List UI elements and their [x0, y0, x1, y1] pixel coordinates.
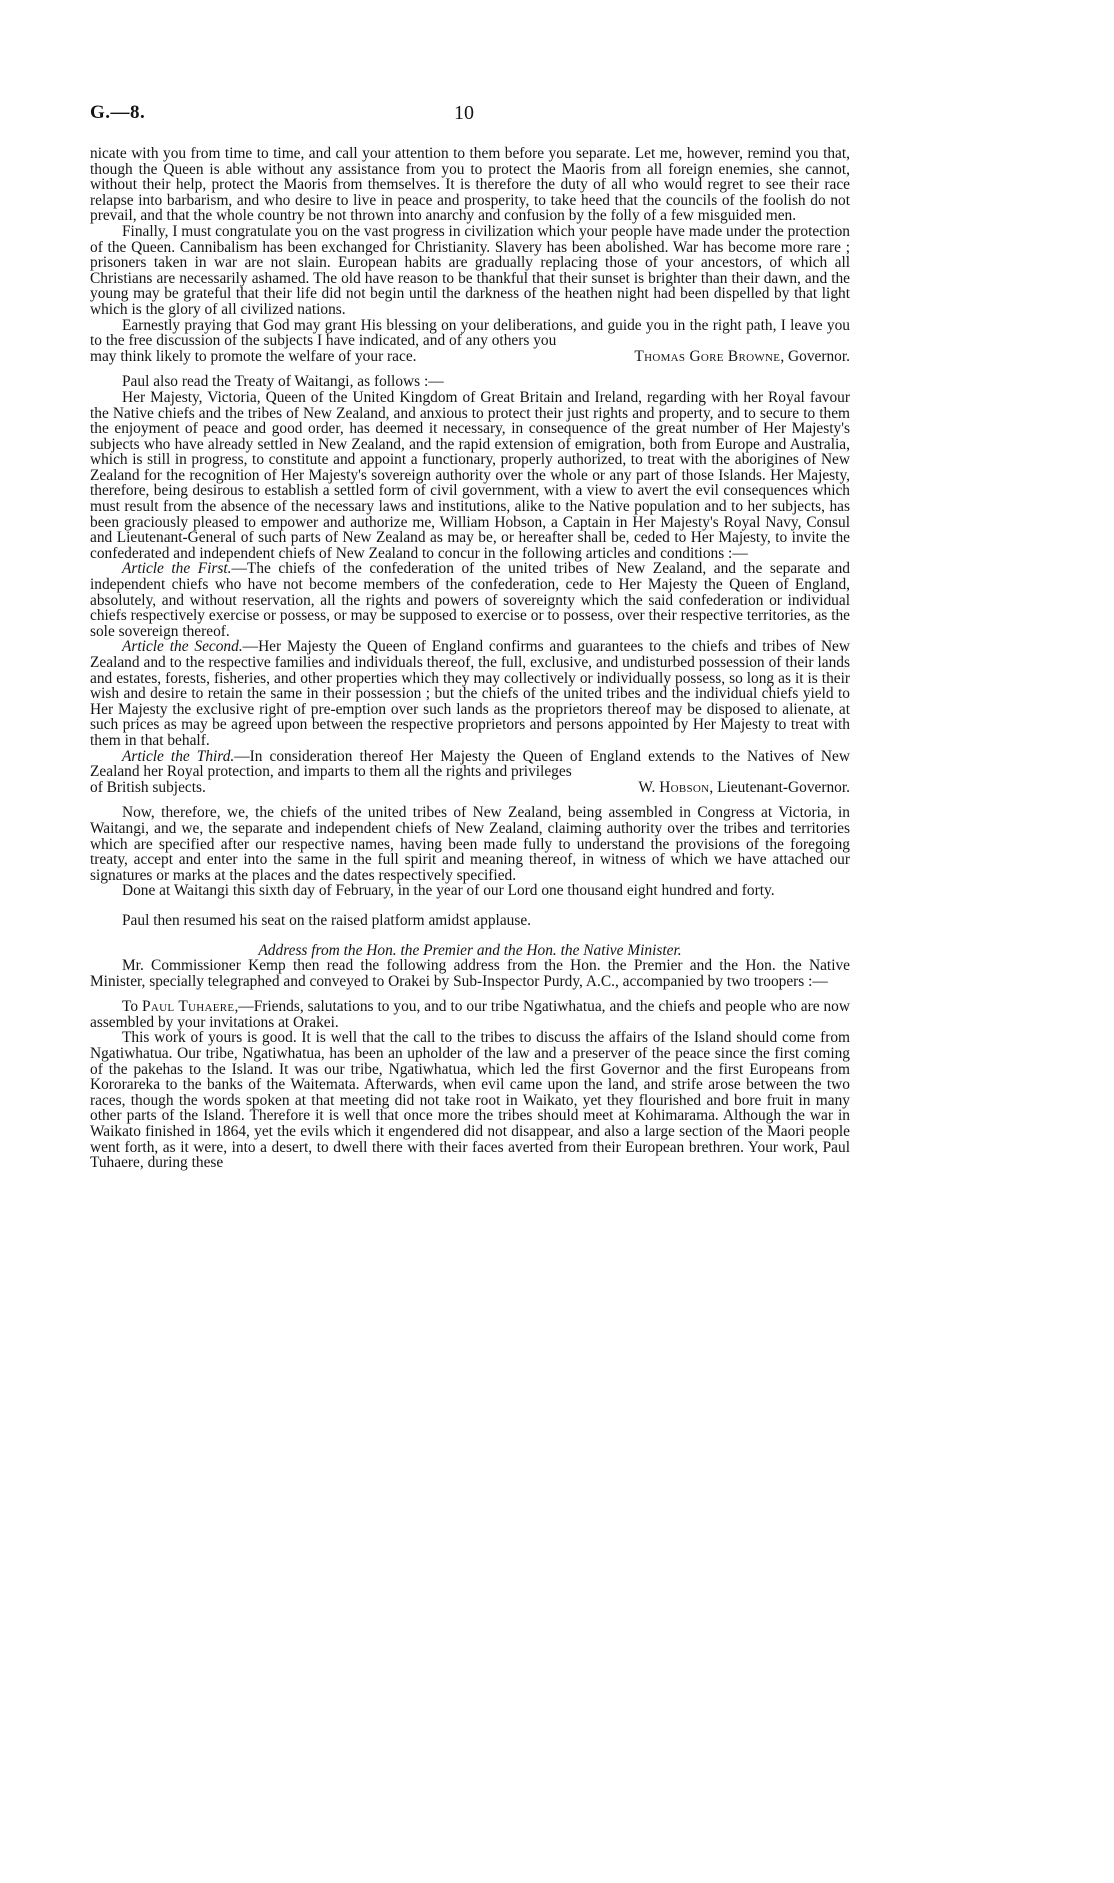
- article-title: Article the First.: [122, 560, 232, 578]
- paragraph: Paul then resumed his seat on the raised platform amidst applause.: [122, 911, 532, 929]
- page-number: 10: [454, 102, 474, 124]
- signature-name: Thomas Gore Browne: [634, 347, 781, 365]
- salutation-text: ,—Friends, salutations to you, and to our tribe Ngatiwhatua, and the chiefs and people who are now assembled by your invitations at Orakei.: [90, 998, 850, 1031]
- signature-line: [90, 349, 850, 365]
- addressee-name: Paul Tuhaere: [141, 998, 235, 1016]
- section-heading: Address from the Hon. the Premier and the Hon. the Native Minister.: [258, 941, 682, 959]
- signature: [610, 349, 850, 365]
- treaty-article-2: [90, 639, 850, 748]
- paragraph: Her Majesty, Victoria, Queen of the United Kingdom of Great Britain and Ireland, regarding with her Royal favour the Native chiefs and the tribes of New Zealand, and anxious to protect their just rights and property, and to secure to them the enjoyment of peace and good order, has deemed it necessary, in consequence of the great number of Her Majesty's subjects who have already settled in New Zealand, and the rapid extension of emigration, both from Europe and Australia, which is still in progress, to constitute and appoint a functionary, properly authorized, to treat with the aborigines of New Zealand for the recognition of Her Majesty's sovereign authority over the whole or any part of those Islands. Her Majesty, therefore, being desirous to establish a settled form of civil government, with a view to avert the evil consequences which must result from the absence of the necessary laws and institutions, alike to the Native population and to her subjects, has been graciously pleased to empower and authorize me, William Hobson, a Captain in Her Majesty's Royal Navy, Consul and Lieutenant-General of such parts of New Zealand as may be, or hereafter shall be, ceded to Her Majesty, to invite the confederated and independent chiefs of New Zealand to concur in the following articles and conditions :—: [90, 388, 850, 562]
- signature-line: [90, 780, 850, 796]
- treaty-article-3: [90, 749, 850, 780]
- paragraph: nicate with you from time to time, and call your attention to them before you separate. Let me, however, remind you that, though the Queen is able without any assistance from you to protect the Maoris from all foreign enemies, she cannot, without their help, protect the Maoris from themselves. It is therefore the duty of all who would regret to see their race relapse into barbarism, and who desire to live in peace and prosperity, to take heed that the councils of the foolish do not prevail, and that the whole country be not thrown into anarchy and confusion by the folly of a few misguided men.: [90, 145, 850, 225]
- paragraph: Finally, I must congratulate you on the vast progress in civilization which your people have made under the protection of the Queen. Cannibalism has been exchanged for Christianity. Slavery has been abolished. War has become more rare ; prisoners taken in war are not slain. European habits are gradually replacing those of your ancestors, of which all Christians are necessarily ashamed. The old have reason to be thankful that their sunset is brighter than their dawn, and the young may be grateful that their life did not begin until the darkness of the heathen night had been dispelled by that light which is the glory of all civilized nations.: [90, 222, 850, 318]
- paragraph-last-line: of British subjects.: [90, 778, 206, 796]
- document-body: [90, 146, 850, 1171]
- paragraph-last-line: may think likely to promote the welfare of your race.: [90, 347, 417, 365]
- signature-title: , Lieutenant-Governor.: [709, 778, 850, 796]
- paragraph: Earnestly praying that God may grant His blessing on your deliberations, and guide you in the right path, I leave you to the free discussion of the subjects I have indicated, and of any others you: [90, 316, 850, 350]
- paragraph: Now, therefore, we, the chiefs of the united tribes of New Zealand, being assembled in Congress at Victoria, in Waitangi, and we, the separate and independent chiefs of New Zealand, claiming authority over the tribes and territories which are specified after our respective names, having been made fully to understand the provisions of the foregoing treaty, accept and enter into the same in the full spirit and meaning thereof, in witness of which we have attached our signatures or marks at the places and the dates respectively specified.: [90, 804, 850, 884]
- signature-initial: W.: [638, 778, 660, 796]
- article-text: —Her Majesty the Queen of England confirms and guarantees to the chiefs and tribes of New Zealand and to the respective families and individuals thereof, the full, exclusive, and undisturbed possession of their lands and estates, forests, fisheries, and other properties which they may collectively or individually possess, so long as it is their wish and desire to retain the same in their possession ; but the chiefs of the united tribes and the individual chiefs yield to Her Majesty the exclusive right of pre-emption over such lands as the proprietors thereof may be disposed to alienate, at such prices as may be agreed upon between the respective proprietors and persons appointed by Her Majesty to treat with them in that behalf.: [90, 638, 851, 749]
- paragraph: [90, 999, 850, 1030]
- paragraph: This work of yours is good. It is well that the call to the tribes to discuss the affairs of the Island should come from Ngatiwhatua. Our tribe, Ngatiwhatua, has been an upholder of the law and a preserver of the peace since the first coming of the pakehas to the Island. It was our tribe, Ngatiwhatua, which led the first Governor and the first Europeans from Kororareka to the banks of the Waitemata. Afterwards, when evil came upon the land, and strife arose between the two races, though the words spoken at that meeting did not take root in Waikato, yet they flourished and bore fruit in many other parts of the Island. Therefore it is well that once more the tribes should meet at Kohimarama. Although the war in Waikato finished in 1864, yet the evils which it engendered did not disappear, and also a large section of the Maori people went forth, as it were, into a desert, to dwell there with their faces averted from their European brethren. Your work, Paul Tuhaere, during these: [90, 1029, 850, 1172]
- salutation-prefix: To: [122, 998, 142, 1016]
- article-text: —The chiefs of the confederation of the united tribes of New Zealand, and the separate and independent chiefs who have not become members of the confederation, cede to Her Majesty the Queen of England, absolutely, and without reservation, all the rights and powers of sovereignty which the said confederation or individual chiefs respectively exercise or possess, or may be supposed to exercise or to possess, over their respective territories, as the sole sovereign thereof.: [90, 560, 850, 640]
- paragraph: Mr. Commissioner Kemp then read the following address from the Hon. the Premier and the Hon. the Native Minister, specially telegraphed and conveyed to Orakei by Sub-Inspector Purdy, A.C., accompanied by two troopers :—: [90, 957, 850, 990]
- treaty-article-1: [90, 561, 850, 639]
- page-header: [90, 102, 850, 132]
- article-title: Article the Second.: [122, 638, 243, 656]
- signature-name: Hobson: [659, 778, 710, 796]
- article-text: —In consideration thereof Her Majesty the Queen of England extends to the Natives of New Zealand her Royal protection, and imparts to them all the rights and privileges: [90, 747, 850, 781]
- signature: [614, 780, 850, 796]
- document-code: G.—8.: [90, 102, 146, 123]
- paragraph: Done at Waitangi this sixth day of February, in the year of our Lord one thousand eight hundred and forty.: [122, 882, 775, 900]
- paragraph: Paul also read the Treaty of Waitangi, as follows :—: [122, 373, 444, 391]
- article-title: Article the Third.: [122, 747, 235, 765]
- signature-title: , Governor.: [780, 347, 850, 365]
